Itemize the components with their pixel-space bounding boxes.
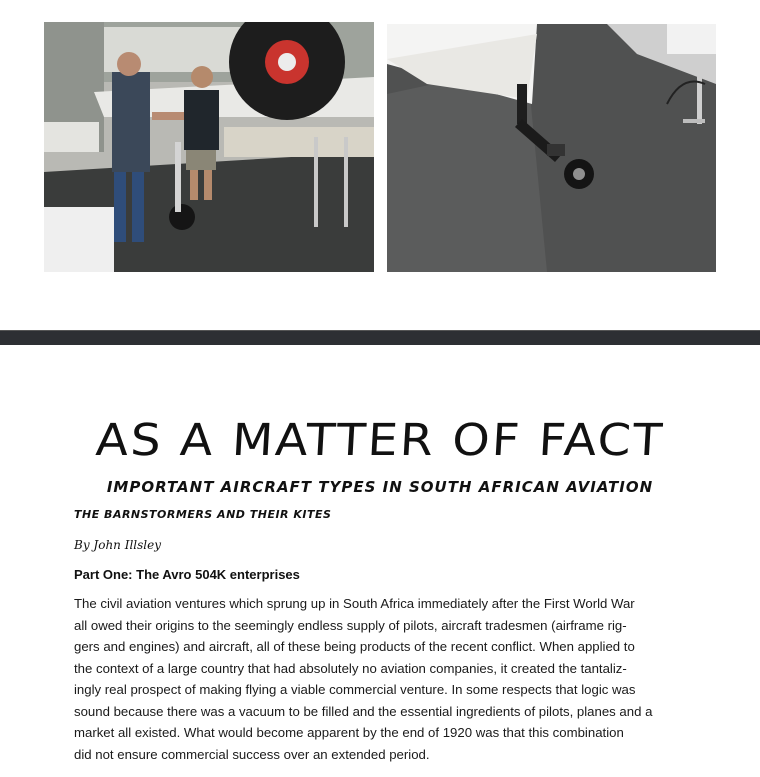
body-line: ingly real prospect of making flying a viable commercial venture. In some respects that logic was [74,682,636,697]
body-line: gers and engines) and aircraft, all of these being products of the recent conflict. When applied to [74,639,635,654]
landing-gear-photo [387,24,716,272]
body-line: did not ensure commercial success over an extended period. [74,746,430,762]
article-subtitle: IMPORTANT AIRCRAFT TYPES IN SOUTH AFRICAN AVIATION [106,478,654,496]
previous-page [0,0,760,330]
body-line: the context of a large country that had absolutely no aviation companies, it created the tantaliz- [74,660,627,676]
body-line: all owed their origins to the seemingly endless supply of pilots, aircraft tradesmen (airframe rig- [74,617,627,633]
article-title: AS A MATTER OF FACT [94,415,666,466]
section-heading: THE BARNSTORMERS AND THEIR KITES [74,508,332,521]
part-title: Part One: The Avro 504K enterprises [74,567,300,582]
hangar-photo [44,22,374,272]
byline: By John Illsley [74,538,162,552]
page-separator [0,330,760,346]
body-paragraph [74,593,694,765]
body-line: sound because there was a vacuum to be filled and the essential ingredients of pilots, planes and a [74,703,653,719]
body-line: The civil aviation ventures which sprung up in South Africa immediately after the First World War [74,596,635,611]
article-page [0,345,760,777]
body-line: market all existed. What would become apparent by the end of 1920 was that this combination [74,725,624,740]
